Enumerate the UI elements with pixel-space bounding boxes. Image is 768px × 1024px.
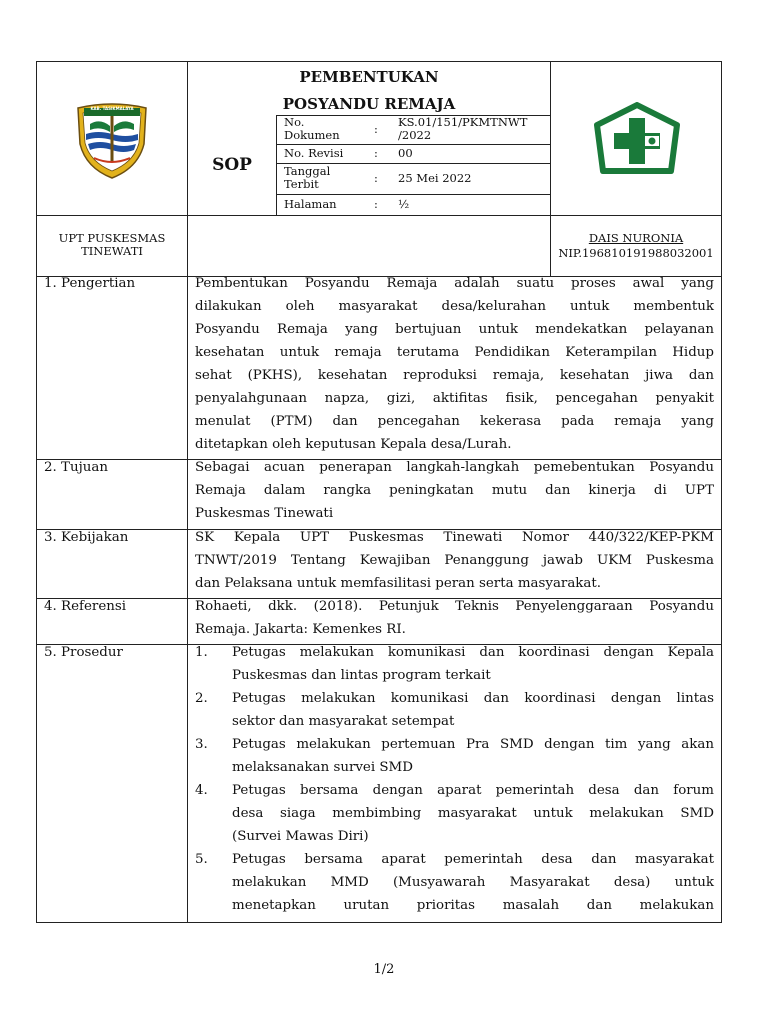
page-value: ½ [398,197,410,211]
text-line: TNWT/2019 Tentang Kewajiban Penanggung jawab UKM Puskesma [195,553,714,568]
revision-colon: : [374,146,378,160]
doc-number-label: No. Dokumen [284,115,340,142]
text-line: menulat (PTM) dan pencegahan kekerasa pada remaja yang [195,414,714,429]
sop-label: SOP [212,155,252,175]
text-line: dilakukan oleh masyarakat desa/kelurahan untuk membentuk [195,299,714,314]
text-line: Rohaeti, dkk. (2018). Petunjuk Teknis Penyelenggaraan Posyandu [195,599,714,614]
section-label-referensi: 4. Referensi [44,599,127,614]
text-line: sehat (PKHS), kesehatan reproduksi remaja, kesehatan jiwa dan [195,368,714,383]
section-body-pengertian [195,272,714,456]
section-label-pengertian: 1. Pengertian [44,276,136,291]
section-body-referensi [195,595,714,641]
text-line: Puskesmas Tinewati [195,506,334,521]
section-body-kebijakan [195,526,714,595]
text-line: Remaja dalam rangka peningkatan mutu dan kinerja di UPT [195,483,714,498]
document-title-line1: PEMBENTUKAN [299,68,439,86]
section-label-kebijakan: 3. Kebijakan [44,530,129,545]
text-line: penyalahgunaan napza, gizi, aktifitas fisik, pencegahan penyakit [195,391,714,406]
revision-label: No. Revisi [284,146,344,160]
doc-number-value: KS.01/151/PKMTNWT /2022 [398,115,528,142]
procedure-number: 3. [195,737,208,752]
date-label: Tanggal Terbit [284,164,331,191]
procedure-item-1: Petugas melakukan komunikasi dan koordinasi dengan Kepala Puskesmas dan lintas program terkait [232,645,714,683]
text-line: Pembentukan Posyandu Remaja adalah suatu proses awal yang [195,276,714,291]
signer-nip: NIP.196810191988032001 [558,246,714,260]
procedure-item-2: Petugas melakukan komunikasi dan koordinasi dengan lintas sektor dan masyarakat setempat [232,691,714,729]
puskesmas-cross-icon [593,102,681,174]
org-name: UPT PUSKESMAS TINEWATI [58,231,166,258]
procedure-number: 4. [195,783,208,798]
procedure-number: 5. [195,852,208,867]
emblem-shield-icon [74,100,150,180]
date-colon: : [374,171,378,185]
procedure-number: 1. [195,645,208,660]
date-value: 25 Mei 2022 [398,171,472,185]
section-body-tujuan [195,456,714,525]
signer-name: DAIS NURONIA [588,231,684,245]
procedure-item-4: Petugas bersama dengan aparat pemerintah desa dan forum desa siaga membimbing masyarakat untuk melakukan SMD (Survei Mawas Diri) [232,783,714,844]
text-line: kesehatan untuk remaja terutama Pendidikan Keterampilan Hidup [195,345,714,360]
emblem-text: KAB. TASIKMALAYA [90,106,134,111]
text-line: ditetapkan oleh keputusan Kepala desa/Lurah. [195,437,512,452]
puskesmas-logo [593,102,681,174]
text-line: SK Kepala UPT Puskesmas Tinewati Nomor 440/322/KEP-PKM [195,530,714,545]
procedure-number: 2. [195,691,208,706]
section-label-tujuan: 2. Tujuan [44,460,108,475]
document-title-line2: POSYANDU REMAJA [282,95,456,113]
procedure-item-3: Petugas melakukan pertemuan Pra SMD dengan tim yang akan melaksanakan survei SMD [232,737,714,775]
revision-value: 00 [398,146,413,160]
procedure-item-5: Petugas bersama aparat pemerintah desa dan masyarakat melakukan MMD (Musyawarah Masyarakat desa) untuk menetapkan urutan prioritas masalah dan melakukan [232,852,714,913]
text-line: dan Pelaksana untuk memfasilitasi peran serta masyarakat. [195,576,602,591]
district-emblem [74,100,150,180]
page-colon: : [374,197,378,211]
doc-number-colon: : [374,122,378,136]
section-label-prosedur: 5. Prosedur [44,645,123,660]
text-line: Remaja. Jakarta: Kemenkes RI. [195,622,406,637]
page-number: 1/2 [373,962,395,977]
page-label: Halaman [284,197,337,211]
text-line: Posyandu Remaja yang bertujuan untuk mendekatkan pelayanan [195,322,714,337]
text-line: Sebagai acuan penerapan langkah-langkah pemebentukan Posyandu [195,460,714,475]
